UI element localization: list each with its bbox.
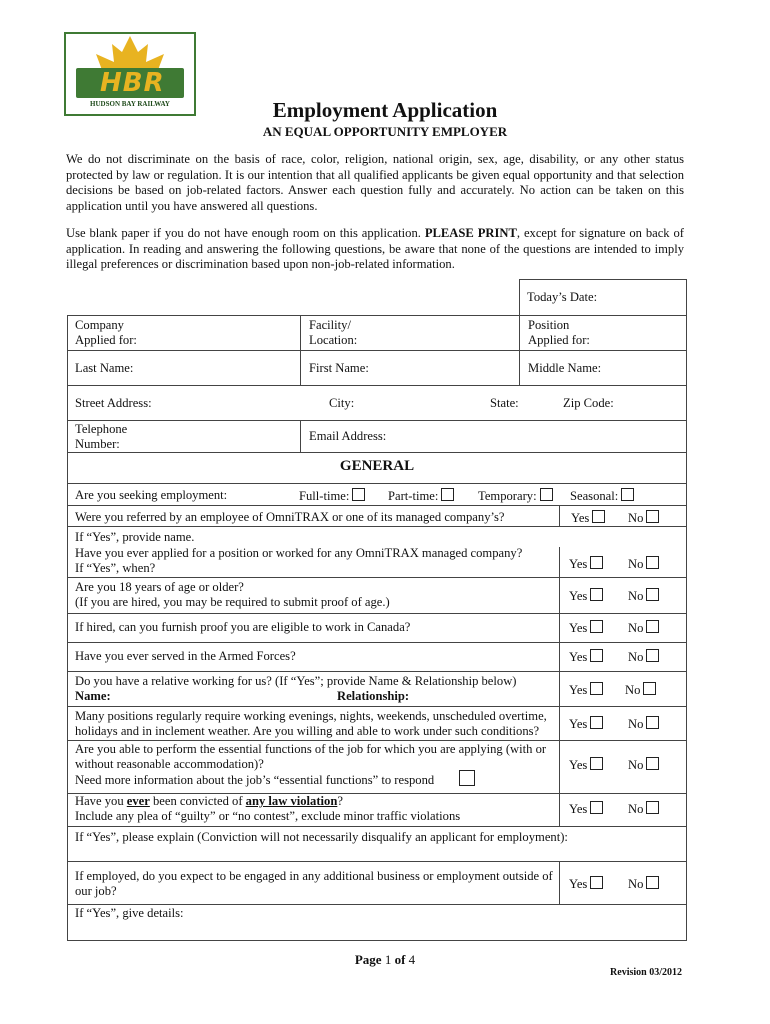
question-essential-l3: Need more information about the job’s “essential functions” to respond (75, 773, 435, 787)
state-label: State: (490, 396, 519, 410)
company-label-2: Applied for: (75, 333, 137, 347)
canada-no-checkbox[interactable] (646, 620, 659, 633)
seasonal-checkbox[interactable] (621, 488, 634, 501)
age-proof-note: (If you are hired, you may be required to submit proof of age.) (75, 595, 390, 609)
armed-yes-checkbox[interactable] (590, 649, 603, 662)
logo-text: HBR (100, 68, 165, 98)
intro-paragraph-2: Use blank paper if you do not have enough room on this application. PLEASE PRINT, except for signature on back of application. In reading and answering the following questions, be aware that none of the questions are intended to imply illegal preferences or discrimination based upon non-job-related information. (66, 226, 684, 272)
convicted-yes: Yes (569, 801, 603, 817)
logo-subtext: HUDSON BAY RAILWAY (90, 100, 170, 108)
applied-yes-checkbox[interactable] (590, 556, 603, 569)
fulltime-option: Full-time: (299, 488, 365, 504)
relative-yes-checkbox[interactable] (590, 682, 603, 695)
last-name-label: Last Name: (75, 361, 134, 375)
question-essential-l1: Are you able to perform the essential functions of the job for which you are applying (with or (75, 742, 547, 756)
hours-no: No (628, 716, 659, 732)
company-label-1: Company (75, 318, 124, 332)
street-address-label: Street Address: (75, 396, 152, 410)
telephone-label-2: Number: (75, 437, 120, 451)
hours-yes-checkbox[interactable] (590, 716, 603, 729)
general-section-heading: GENERAL (339, 458, 415, 474)
applied-yes: Yes (569, 556, 603, 572)
facility-label-1: Facility/ (309, 318, 351, 332)
hours-no-checkbox[interactable] (646, 716, 659, 729)
canada-yes: Yes (569, 620, 603, 636)
seeking-employment-label: Are you seeking employment: (75, 488, 228, 502)
city-label: City: (329, 396, 355, 410)
fulltime-checkbox[interactable] (352, 488, 365, 501)
essential-yes: Yes (569, 757, 603, 773)
age-no-checkbox[interactable] (646, 588, 659, 601)
armed-yes: Yes (569, 649, 603, 665)
essential-info-checkbox-wrap (459, 770, 475, 791)
essential-info-checkbox[interactable] (459, 770, 475, 786)
applied-when-prompt: If “Yes”, when? (75, 561, 156, 575)
age-no: No (628, 588, 659, 604)
hours-yes: Yes (569, 716, 603, 732)
conviction-explain-prompt: If “Yes”, please explain (Conviction will not necessarily disqualify an applicant for employment): (75, 830, 568, 844)
application-form (67, 279, 687, 941)
outside-no: No (628, 876, 659, 892)
question-hours-l1: Many positions regularly require working evenings, nights, weekends, unscheduled overtime, (75, 709, 547, 723)
position-label-2: Applied for: (528, 333, 590, 347)
outside-details-prompt: If “Yes”, give details: (75, 906, 184, 920)
question-relative: Do you have a relative working for us? (If “Yes”; provide Name & Relationship below) (75, 674, 517, 688)
armed-no-checkbox[interactable] (646, 649, 659, 662)
referred-yes: Yes (571, 510, 605, 526)
relative-name-label: Name: (75, 689, 111, 703)
referred-name-prompt: If “Yes”, provide name. (75, 530, 195, 544)
outside-yes: Yes (569, 876, 603, 892)
facility-label-2: Location: (309, 333, 358, 347)
canada-no: No (628, 620, 659, 636)
parttime-checkbox[interactable] (441, 488, 454, 501)
email-label: Email Address: (309, 429, 387, 443)
zip-code-label: Zip Code: (563, 396, 614, 410)
temporary-option: Temporary: (478, 488, 553, 504)
question-applied-before: Have you ever applied for a position or worked for any OmniTRAX managed company? (75, 546, 523, 560)
question-referred: Were you referred by an employee of OmniTRAX or one of its managed company’s? (75, 510, 505, 524)
applied-no: No (628, 556, 659, 572)
outside-yes-checkbox[interactable] (590, 876, 603, 889)
question-hours-l2: holidays and in inclement weather. Are you willing and able to work under such conditions? (75, 724, 540, 738)
outside-no-checkbox[interactable] (646, 876, 659, 889)
page-subtitle: AN EQUAL OPPORTUNITY EMPLOYER (262, 124, 508, 139)
question-outside-l1: If employed, do you expect to be engaged in any additional business or employment outside of (75, 869, 553, 883)
essential-no: No (628, 757, 659, 773)
question-convicted: Have you ever been convicted of any law violation? (75, 794, 343, 808)
page-number: Page 1 of 4 (354, 952, 416, 967)
armed-no: No (628, 649, 659, 665)
canada-yes-checkbox[interactable] (590, 620, 603, 633)
todays-date-label: Today’s Date: (527, 290, 598, 304)
question-age: Are you 18 years of age or older? (75, 580, 244, 594)
convicted-no-checkbox[interactable] (646, 801, 659, 814)
intro-paragraph-1: We do not discriminate on the basis of race, color, religion, national origin, sex, age, disability, or any other status protected by law or regulation. It is our intention that all qualified applicants be given equal opportunity and that selection decisions be based on job-related factors. Answer each question fully and accurately. No action can be taken on this application until you have answered all questions. (66, 152, 684, 213)
question-outside-l2: our job? (75, 884, 117, 898)
revision-label: Revision 03/2012 (610, 967, 682, 978)
relative-yes: Yes (569, 682, 603, 698)
seasonal-option: Seasonal: (570, 488, 634, 504)
age-yes-checkbox[interactable] (590, 588, 603, 601)
temporary-checkbox[interactable] (540, 488, 553, 501)
question-essential-l2: without reasonable accommodation)? (75, 757, 264, 771)
applied-no-checkbox[interactable] (646, 556, 659, 569)
relative-no: No (625, 682, 656, 698)
first-name-label: First Name: (309, 361, 369, 375)
convicted-yes-checkbox[interactable] (590, 801, 603, 814)
page-title: Employment Application (272, 98, 498, 122)
question-canada: If hired, can you furnish proof you are eligible to work in Canada? (75, 620, 411, 634)
convicted-no: No (628, 801, 659, 817)
age-yes: Yes (569, 588, 603, 604)
essential-no-checkbox[interactable] (646, 757, 659, 770)
relative-no-checkbox[interactable] (643, 682, 656, 695)
referred-no-checkbox[interactable] (646, 510, 659, 523)
referred-no: No (628, 510, 659, 526)
position-label-1: Position (528, 318, 570, 332)
essential-yes-checkbox[interactable] (590, 757, 603, 770)
referred-yes-checkbox[interactable] (592, 510, 605, 523)
convicted-plea-note: Include any plea of “guilty” or “no contest”, exclude minor traffic violations (75, 809, 461, 823)
relative-relationship-label: Relationship: (337, 689, 410, 703)
telephone-label-1: Telephone (75, 422, 128, 436)
middle-name-label: Middle Name: (528, 361, 602, 375)
parttime-option: Part-time: (388, 488, 454, 504)
question-armed-forces: Have you ever served in the Armed Forces? (75, 649, 296, 663)
